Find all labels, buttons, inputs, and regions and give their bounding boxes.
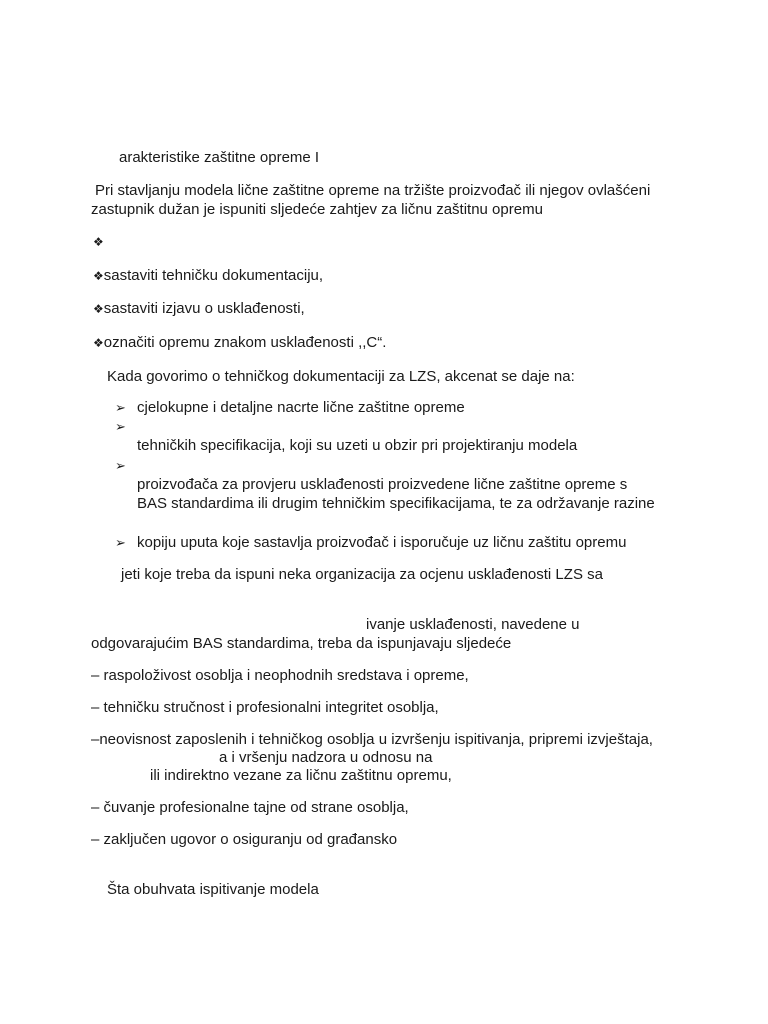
arrow-bullet-icon: ➢ <box>115 536 126 551</box>
diamond-list-item-empty <box>93 233 104 251</box>
requirements-line-2: odgovarajućim BAS standardima, treba da ispunjavaju sljedeće <box>91 635 512 652</box>
arrow-list-item-2-bullet <box>115 418 137 437</box>
arrow-list-item-1 <box>115 399 465 418</box>
dash-list-item-independence-line-2: a i vršenju nadzora u odnosu na <box>219 749 433 766</box>
arrow-list-item-4 <box>115 534 626 553</box>
diamond-bullet-icon: ❖ <box>93 269 104 283</box>
requirements-fragment: ivanje usklađenosti, navedene u <box>366 616 580 633</box>
diamond-list-item-conformity-mark <box>93 334 386 352</box>
arrow-list-item-2-text: tehničkih specifikacija, koji su uzeti u obzir pri projektiranju modela <box>137 437 578 454</box>
requirements-intro: jeti koje treba da ispuni neka organizacija za ocjenu usklađenosti LZS sa <box>121 566 603 583</box>
dash-list-item-insurance: – zaključen ugovor o osiguranju od građansko <box>91 831 398 848</box>
diamond-bullet-icon: ❖ <box>93 336 104 350</box>
dash-list-item-technical-competence: – tehničku stručnost i profesionalni integritet osoblja, <box>91 699 439 716</box>
diamond-bullet-icon: ❖ <box>93 302 104 316</box>
list-item-text: sastaviti izjavu o usklađenosti, <box>103 300 305 317</box>
diamond-list-item-technical-documentation <box>93 267 323 285</box>
dash-list-item-independence-line-3: ili indirektno vezane za ličnu zaštitnu opremu, <box>150 767 452 784</box>
list-item-text: kopiju uputa koje sastavlja proizvođač i isporučuje uz ličnu zaštitu opremu <box>137 534 627 551</box>
list-item-text: cjelokupne i detaljne nacrte lične zaštitne opreme <box>137 399 465 416</box>
intro-paragraph-line-1: Pri stavljanju modela lične zaštitne opreme na tržište proizvođač ili njegov ovlašćeni <box>95 182 651 199</box>
diamond-list-item-conformity-statement <box>93 300 305 318</box>
arrow-bullet-icon: ➢ <box>115 401 126 416</box>
dash-list-item-confidentiality: – čuvanje profesionalne tajne od strane osoblja, <box>91 799 409 816</box>
arrow-list-item-3-text-line-1: proizvođača za provjeru usklađenosti proizvedene lične zaštitne opreme s <box>137 476 628 493</box>
intro-paragraph-line-2: zastupnik dužan je ispuniti sljedeće zahtjev za ličnu zaštitnu opremu <box>91 201 543 218</box>
arrow-list-item-3-bullet <box>115 457 137 476</box>
arrow-bullet-icon: ➢ <box>115 459 126 474</box>
diamond-bullet-icon: ❖ <box>93 235 104 249</box>
closing-question: Šta obuhvata ispitivanje modela <box>107 881 319 898</box>
dash-list-item-staff-availability: – raspoloživost osoblja i neophodnih sredstava i opreme, <box>91 667 469 684</box>
arrow-bullet-icon: ➢ <box>115 420 126 435</box>
dash-list-item-independence-line-1: –neovisnost zaposlenih i tehničkog osoblja u izvršenju ispitivanja, pripremi izvještaja, <box>91 731 653 748</box>
arrow-list-item-3-text-line-2: BAS standardima ili drugim tehničkim specifikacijama, te za održavanje razine <box>137 495 655 512</box>
section-heading: arakteristike zaštitne opreme I <box>119 149 320 166</box>
list-item-text: sastaviti tehničku dokumentaciju, <box>103 267 324 284</box>
list-item-text: označiti opremu znakom usklađenosti ,,C“. <box>103 334 387 351</box>
technical-documentation-intro: Kada govorimo o tehničkog dokumentaciji za LZS, akcenat se daje na: <box>107 368 575 385</box>
